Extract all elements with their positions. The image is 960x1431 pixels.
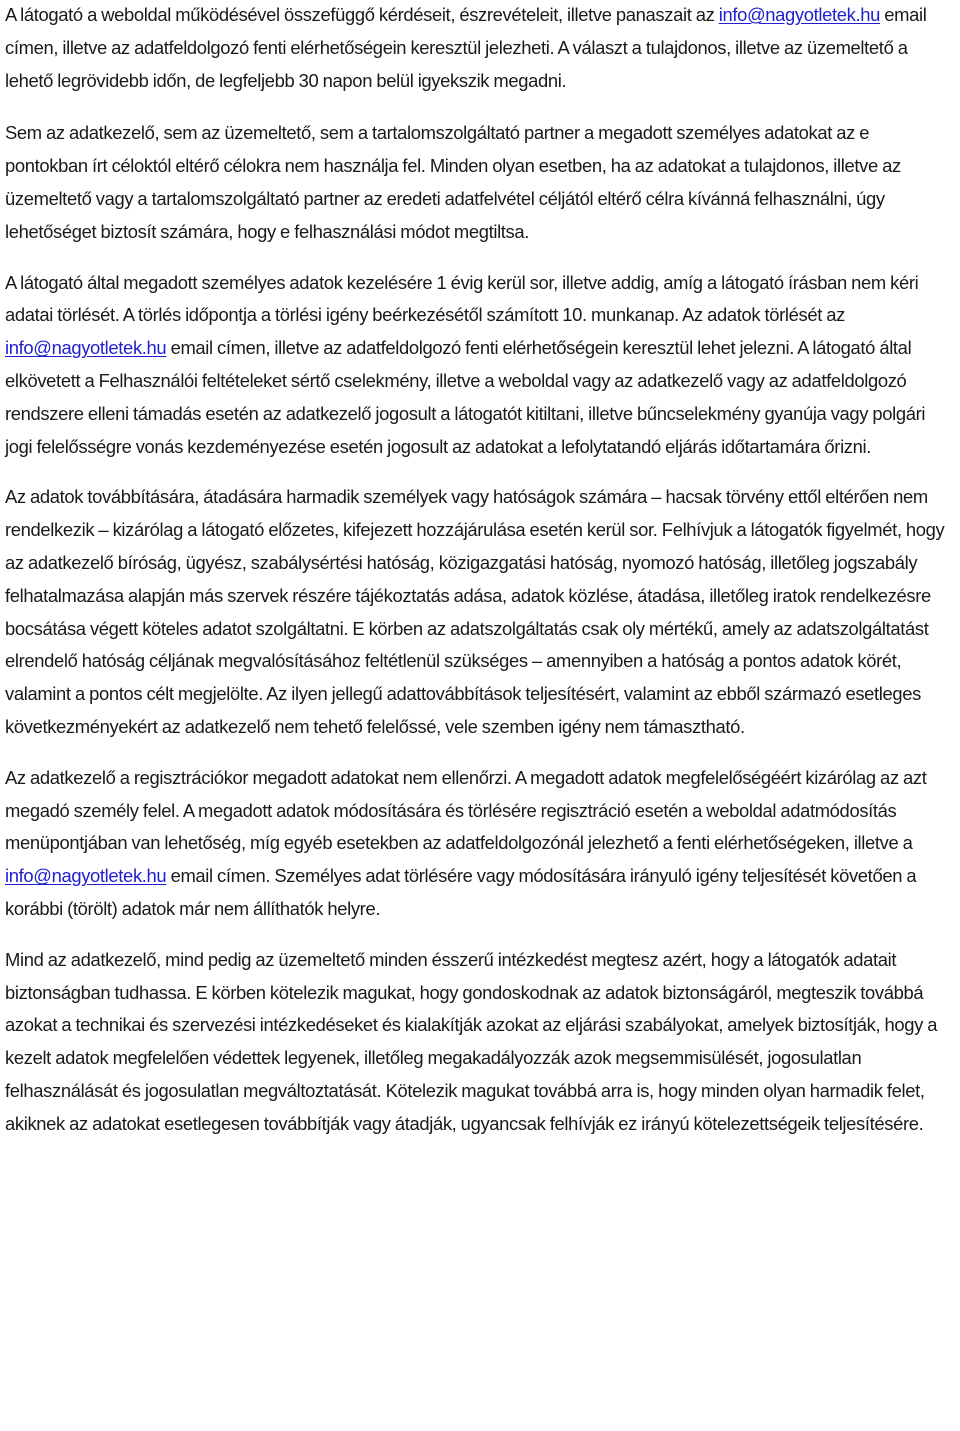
paragraph-text: Az adatok továbbítására, átadására harmadik személyek vagy hatóságok számára – hacsak törvény ettől eltérően nem rendelkezik – kizárólag a látogató előzetes, kifejezett hozzájárulása esetén kerül sor. Felhívjuk a látogatók figyelmét, hogy az adatkezelő bíróság, ügyész, szabálysértési hatóság, közigazgatási hatóság, nyomozó hatóság, illetőleg jogszabály felhatalmazása alapján más szervek részére tájékoztatás adása, adatok közlése, átadása, illetőleg iratok rendelkezésre bocsátása végett köteles adatot szolgáltatni. E körben az adatszolgáltatás csak oly mértékű, amely az adatszolgáltatást elrendelő hatóság céljának megvalósításához feltétlenül szükséges – amennyiben a hatóság a pontos adatok körét, valamint a pontos célt megjelölte. Az ilyen jellegű adattovábbítások teljesítésért, valamint az ebből származó esetleges következményekért az adatkezelő nem tehető felelőssé, vele szemben igény nem támasztható. xyxy=(5,486,945,737)
paragraph-text: Az adatkezelő a regisztrációkor megadott adatokat nem ellenőrzi. A megadott adatok megfelelőségéért kizárólag az azt megadó személy felel. A megadott adatok módosítására és törlésére regisztráció esetén a weboldal adatmódosítás menüpontjában van lehetőség, míg egyéb esetekben az adatfeldolgozónál jelezhető a fenti elérhetőségeken, illetve a xyxy=(5,766,927,854)
email-link[interactable]: info@nagyotletek.hu xyxy=(5,337,167,359)
paragraph-purpose-limitation xyxy=(5,117,954,248)
paragraph-data-security xyxy=(5,944,954,1141)
paragraph-text: Mind az adatkezelő, mind pedig az üzemeltető minden ésszerű intézkedést megtesz azért, hogy a látogatók adatait biztonságban tudhassa. E körben kötelezik magukat, hogy gondoskodnak az adatok biztonságáról, megteszik továbbá azokat a technikai és szervezési intézkedéseket és kialakítják azokat az eljárási szabályokat, amelyek biztosítják, hogy a kezelt adatok megfelelően védettek legyenek, illetőleg megakadályozzák azok megsemmisülését, jogosulatlan felhasználását és jogosulatlan megváltoztatását. Kötelezik magukat továbbá arra is, hogy minden olyan harmadik felet, akiknek az adatokat esetlegesen továbbítják vagy átadják, ugyancsak felhívják ez irányú kötelezettségeik teljesítésére. xyxy=(5,948,938,1134)
paragraph-complaints xyxy=(5,0,954,97)
paragraph-retention xyxy=(5,267,954,464)
email-link[interactable]: info@nagyotletek.hu xyxy=(5,865,167,887)
paragraph-text: email címen, illetve az adatfeldolgozó fenti elérhetőségein keresztül lehet jelezni. A látogató által elkövetett a Felhasználói feltételeket sértő cselekmény, illetve a weboldal vagy az adatkezelő vagy az adatfeldolgozó rendszere elleni támadás esetén az adatkezelő jogosult a látogatót kitiltani, illetve bűncselekmény gyanúja vagy polgári jogi felelősségre vonás kezdeményezése esetén jogosult az adatokat a lefolytatandó eljárás időtartamára őrizni. xyxy=(5,337,926,457)
paragraph-text: A látogató a weboldal működésével összefüggő kérdéseit, észrevételeit, illetve panaszait az xyxy=(5,4,719,25)
paragraph-registration-data xyxy=(5,762,954,926)
paragraph-text: Sem az adatkezelő, sem az üzemeltető, sem a tartalomszolgáltató partner a megadott személyes adatokat az e pontokban írt céloktól eltérő célokra nem használja fel. Minden olyan esetben, ha az adatokat a tulajdonos, illetve az üzemeltető vagy a tartalomszolgáltató partner az eredeti adatfelvétel céljától eltérő célra kívánná felhasználni, úgy lehetőséget biztosít számára, hogy e felhasználási módot megtiltsa. xyxy=(5,122,901,242)
email-link[interactable]: info@nagyotletek.hu xyxy=(718,4,881,25)
paragraph-text: email címen. Személyes adat törlésére vagy módosítására irányuló igény teljesítését követően a korábbi (törölt) adatok már nem állíthatók helyre. xyxy=(5,865,917,919)
paragraph-data-transfer xyxy=(5,481,954,743)
paragraph-text: email címen, illetve az adatfeldolgozó fenti elérhetőségein keresztül jelezheti. A választ a tulajdonos, illetve az üzemeltető a lehető legrövidebb időn, de legfeljebb 30 napon belül igyekszik megadni. xyxy=(5,4,927,91)
paragraph-text: A látogató által megadott személyes adatok kezelésére 1 évig kerül sor, illetve addig, amíg a látogató írásban nem kéri adatai törlését. A törlés időpontja a törlési igény beérkezésétől számított 10. munkanap. Az adatok törlését az xyxy=(5,271,919,326)
